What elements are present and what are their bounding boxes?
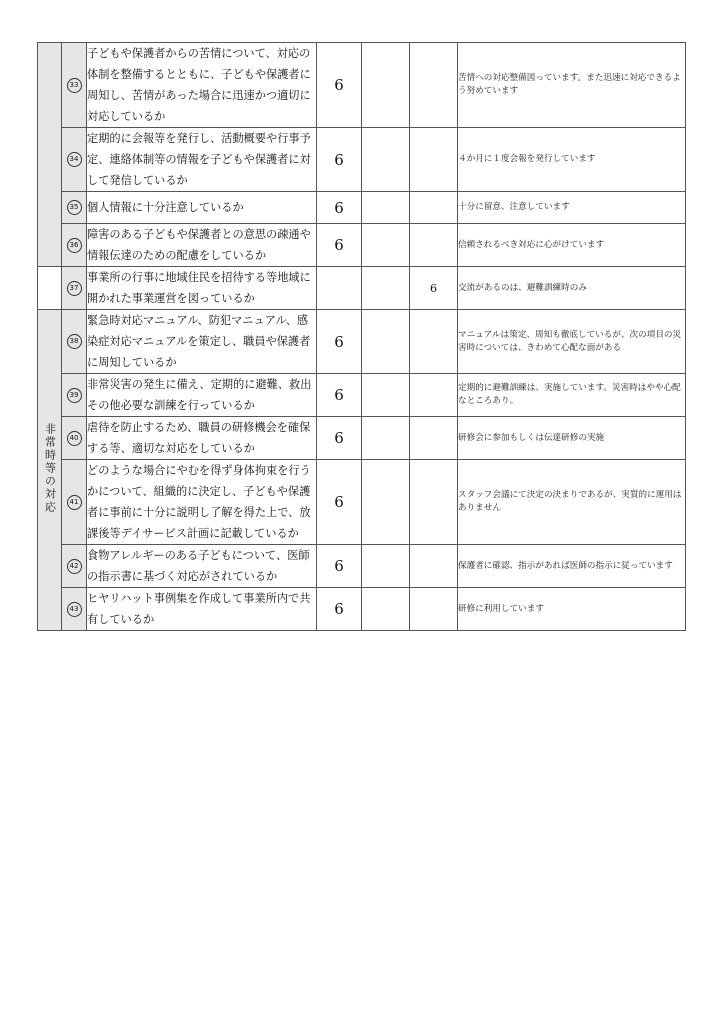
question-text: 定期的に会報等を発行し、活動概要や行事予定、連絡体制等の情報を子どもや保護者に対して発信しているか	[87, 128, 317, 192]
question-text: 個人情報に十分注意しているか	[87, 192, 317, 224]
table-row	[38, 417, 686, 460]
comment-text: 十分に留意、注意しています	[458, 192, 686, 224]
item-number: 41	[67, 495, 82, 510]
answer-yes: 6	[317, 417, 362, 460]
question-text: 食物アレルギーのある子どもについて、医師の指示書に基づく対応がされているか	[87, 545, 317, 588]
answer-no	[410, 43, 458, 128]
answer-yes: 6	[317, 128, 362, 192]
table-row	[38, 310, 686, 374]
item-number: 35	[67, 200, 82, 215]
answer-mid	[362, 417, 410, 460]
item-number: 36	[67, 238, 82, 253]
answer-no	[410, 192, 458, 224]
comment-text: ４か月に１度会報を発行しています	[458, 128, 686, 192]
item-number: 37	[67, 281, 82, 296]
answer-yes: 6	[317, 374, 362, 417]
table-row	[38, 374, 686, 417]
question-text: 子どもや保護者からの苦情について、対応の体制を整備するとともに、子どもや保護者に周知し、苦情があった場合に迅速かつ適切に対応しているか	[87, 43, 317, 128]
answer-mid	[362, 267, 410, 310]
item-number: 34	[67, 152, 82, 167]
answer-mid	[362, 310, 410, 374]
comment-text: スタッフ会議にて決定の決まりであるが、実質的に運用はありません	[458, 460, 686, 545]
answer-mid	[362, 374, 410, 417]
item-number: 39	[67, 388, 82, 403]
table-row	[38, 224, 686, 267]
answer-no	[410, 224, 458, 267]
question-text: 緊急時対応マニュアル、防犯マニュアル、感染症対応マニュアルを策定し、職員や保護者に周知しているか	[87, 310, 317, 374]
section-label-cell	[38, 310, 62, 631]
answer-no	[410, 310, 458, 374]
answer-yes: 6	[317, 310, 362, 374]
answer-mid	[362, 43, 410, 128]
answer-no	[410, 588, 458, 631]
comment-text: 研修会に参加もしくは伝達研修の実施	[458, 417, 686, 460]
answer-mid	[362, 128, 410, 192]
item-number: 40	[67, 431, 82, 446]
item-number: 43	[67, 602, 82, 617]
question-text: 非常災害の発生に備え、定期的に避難、救出その他必要な訓練を行っているか	[87, 374, 317, 417]
answer-no	[410, 545, 458, 588]
comment-text: 研修に利用しています	[458, 588, 686, 631]
answer-no: 6	[410, 267, 458, 310]
question-text: 虐待を防止するため、職員の研修機会を確保する等、適切な対応をしているか	[87, 417, 317, 460]
answer-yes: 6	[317, 588, 362, 631]
table-row	[38, 128, 686, 192]
answer-mid	[362, 192, 410, 224]
item-number: 42	[67, 559, 82, 574]
comment-text: 保護者に確認、指示があれば医師の指示に従っています	[458, 545, 686, 588]
question-text: 事業所の行事に地域住民を招待する等地域に開かれた事業運営を図っているか	[87, 267, 317, 310]
question-text: 障害のある子どもや保護者との意思の疎通や情報伝達のための配慮をしているか	[87, 224, 317, 267]
section-cell-upper	[38, 43, 62, 267]
comment-text: マニュアルは策定、周知も徹底しているが、次の項目の災害時については、きわめて心配な面がある	[458, 310, 686, 374]
question-text: どのような場合にやむを得ず身体拘束を行うかについて、組織的に決定し、子どもや保護者に事前に十分に説明し了解を得た上で、放課後等デイサービス計画に記載しているか	[87, 460, 317, 545]
answer-yes: 6	[317, 460, 362, 545]
table-row	[38, 192, 686, 224]
answer-yes: 6	[317, 545, 362, 588]
answer-no	[410, 128, 458, 192]
question-text: ヒヤリハット事例集を作成して事業所内で共有しているか	[87, 588, 317, 631]
item-number: 38	[67, 334, 82, 349]
comment-text: 苦情への対応整備図っています。また迅速に対応できるよう努めています	[458, 43, 686, 128]
answer-no	[410, 374, 458, 417]
table-row	[38, 267, 686, 310]
comment-text: 信頼されるべき対応に心がけています	[458, 224, 686, 267]
answer-yes: 6	[317, 224, 362, 267]
item-number: 33	[67, 78, 82, 93]
section-cell-empty	[38, 267, 62, 310]
table-row	[38, 43, 686, 128]
answer-no	[410, 460, 458, 545]
table-row	[38, 460, 686, 545]
answer-mid	[362, 545, 410, 588]
answer-yes: 6	[317, 43, 362, 128]
answer-mid	[362, 460, 410, 545]
answer-yes: 6	[317, 192, 362, 224]
section-label: 非常時等の対応	[43, 422, 57, 514]
comment-text: 交流があるのは、避難訓練時のみ	[458, 267, 686, 310]
answer-mid	[362, 588, 410, 631]
answer-yes	[317, 267, 362, 310]
evaluation-table	[37, 42, 686, 631]
answer-no	[410, 417, 458, 460]
comment-text: 定期的に避難訓練は、実施しています。災害時はやや心配なところあり。	[458, 374, 686, 417]
table-row	[38, 545, 686, 588]
table-row	[38, 588, 686, 631]
answer-mid	[362, 224, 410, 267]
